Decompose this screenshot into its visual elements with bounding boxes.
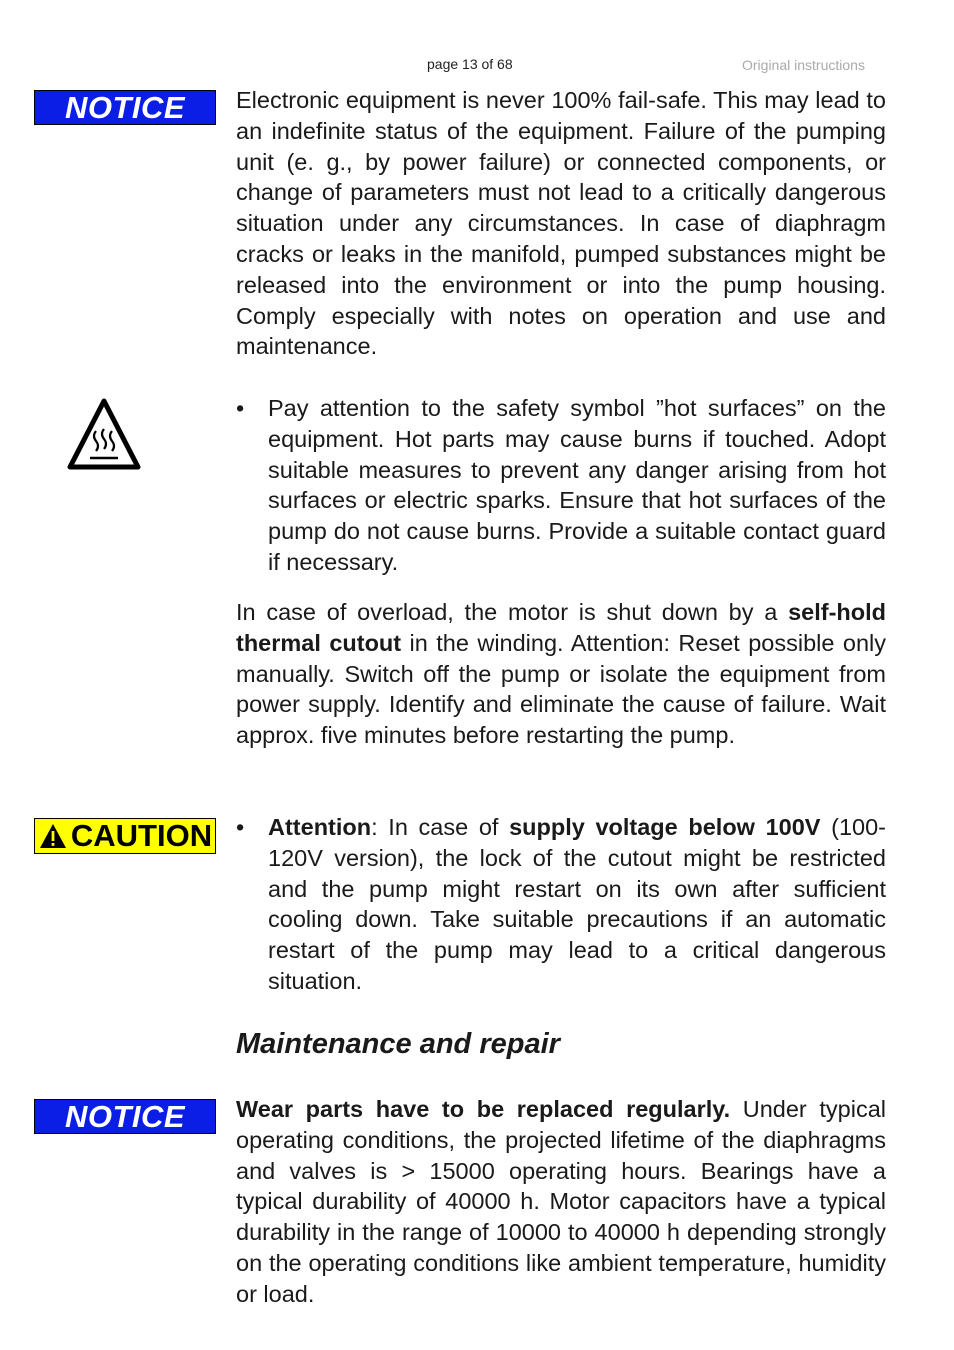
wear-parts-paragraph	[236, 1094, 886, 1310]
attention-bullet	[236, 812, 886, 997]
bullet-dot: •	[236, 395, 245, 421]
overload-paragraph	[236, 597, 886, 751]
attention-mid: : In case of	[371, 814, 510, 840]
notice-badge-label: NOTICE	[64, 89, 186, 125]
attention-post: (100-120V version), the lock of the cutout might be restricted and the pump might restart on its own after sufficient cooling down. Take suitable precautions if an automatic restart of the pump may lead to a critical dangerous situation.	[268, 814, 887, 994]
overload-text-post: in the winding. Attention: Reset possible only manually. Switch off the pump or isolate the equipment from power supply. Identify and eliminate the cause of failure. Wait approx. five minutes before restarting the pump.	[236, 629, 886, 749]
attention-label: Attention	[268, 814, 372, 840]
notice-badge	[34, 90, 216, 125]
page-number: page 13 of 68	[427, 56, 513, 72]
supply-voltage-label: supply voltage below 100V	[509, 814, 821, 840]
wear-parts-text: Under typical operating conditions, the projected lifetime of the diaphragms and valves is > 15000 operating hours. Bearings have a typical durability of 40000 h. Motor capacitors have a typical durability in the range of 10000 to 40000 h depending strongly on the operating conditions like ambient temperature, humidity or load.	[236, 1096, 886, 1307]
attention-text	[268, 812, 886, 997]
electronic-equipment-paragraph	[236, 85, 886, 362]
caution-badge-label: CAUTION	[70, 818, 213, 853]
document-type-label: Original instructions	[742, 57, 865, 73]
wear-parts-bold: Wear parts have to be replaced regularly.	[236, 1096, 731, 1122]
bullet-dot: •	[236, 814, 245, 840]
caution-badge	[34, 818, 216, 854]
hot-surfaces-bullet	[236, 393, 886, 578]
notice-badge	[34, 1099, 216, 1134]
hot-surfaces-text: Pay attention to the safety symbol ”hot surfaces” on the equipment. Hot parts may cause burns if touched. Adopt suitable measures to prevent any danger arising from hot surfaces or electric sparks. Ensure that hot surfaces of the pump do not cause burns. Provide a suitable contact guard if necessary.	[268, 395, 886, 575]
hot-surface-warning-icon	[66, 397, 142, 476]
overload-text-bold: self-hold thermal cutout	[236, 599, 886, 656]
electronic-equipment-text: Electronic equipment is never 100% fail-safe. This may lead to an indefinite status of the equipment. Failure of the pumping unit (e. g., by power failure) or connected components, or change of parameters must not lead to a critically dangerous situation under any circumstances. In case of diaphragm cracks or leaks in the manifold, pumped substances might be released into the environment or into the pump housing. Comply especially with notes on operation and use and maintenance.	[236, 87, 886, 360]
overload-text-pre: In case of overload, the motor is shut down by a	[236, 599, 789, 625]
exclamation-triangle-icon	[38, 822, 68, 850]
notice-badge-label: NOTICE	[64, 1098, 186, 1134]
section-heading: Maintenance and repair	[236, 1028, 560, 1060]
